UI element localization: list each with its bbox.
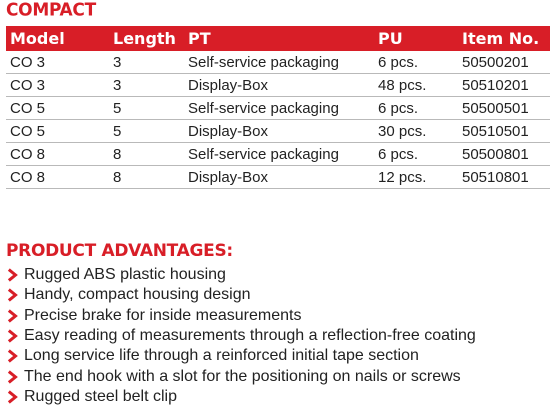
advantage-text: Easy reading of measurements through a reflection-free coating bbox=[24, 327, 476, 345]
chevron-right-icon bbox=[6, 288, 20, 302]
list-item bbox=[6, 285, 476, 305]
cell-pu: 6 pcs. bbox=[374, 51, 458, 74]
list-item bbox=[6, 346, 476, 366]
advantages-list bbox=[6, 265, 476, 407]
chevron-right-icon bbox=[6, 268, 20, 282]
cell-length: 8 bbox=[109, 143, 184, 166]
list-item bbox=[6, 387, 476, 407]
cell-pu: 6 pcs. bbox=[374, 97, 458, 120]
chevron-right-icon bbox=[6, 370, 20, 384]
cell-pu: 12 pcs. bbox=[374, 166, 458, 189]
cell-model: CO 3 bbox=[6, 74, 109, 97]
list-item bbox=[6, 366, 476, 386]
cell-model: CO 5 bbox=[6, 120, 109, 143]
cell-pt: Self-service packaging bbox=[184, 97, 374, 120]
column-header-length: Length bbox=[113, 29, 176, 48]
product-table bbox=[6, 26, 550, 189]
advantage-text: Handy, compact housing design bbox=[24, 286, 251, 304]
column-header-item-no: Item No. bbox=[462, 29, 540, 48]
cell-model: CO 8 bbox=[6, 143, 109, 166]
table-header-row bbox=[6, 26, 550, 51]
cell-item-no: 50510801 bbox=[458, 166, 550, 189]
cell-pt: Display-Box bbox=[184, 74, 374, 97]
advantage-text: Long service life through a reinforced initial tape section bbox=[24, 347, 419, 365]
table-row bbox=[6, 143, 550, 166]
chevron-right-icon bbox=[6, 390, 20, 404]
cell-pt: Self-service packaging bbox=[184, 51, 374, 74]
cell-length: 5 bbox=[109, 97, 184, 120]
cell-length: 5 bbox=[109, 120, 184, 143]
cell-pt: Display-Box bbox=[184, 120, 374, 143]
cell-length: 8 bbox=[109, 166, 184, 189]
cell-item-no: 50500501 bbox=[458, 97, 550, 120]
advantage-text: The end hook with a slot for the positioning on nails or screws bbox=[24, 367, 461, 385]
advantage-text: Precise brake for inside measurements bbox=[24, 306, 302, 324]
column-header-pu: PU bbox=[378, 29, 403, 48]
column-header-model: Model bbox=[10, 29, 65, 48]
table-row bbox=[6, 166, 550, 189]
chevron-right-icon bbox=[6, 329, 20, 343]
section-title-compact: COMPACT bbox=[6, 0, 96, 21]
list-item bbox=[6, 326, 476, 346]
cell-item-no: 50510201 bbox=[458, 74, 550, 97]
cell-pu: 30 pcs. bbox=[374, 120, 458, 143]
cell-pt: Display-Box bbox=[184, 166, 374, 189]
advantage-text: Rugged ABS plastic housing bbox=[24, 266, 226, 284]
table-row bbox=[6, 51, 550, 74]
cell-item-no: 50500201 bbox=[458, 51, 550, 74]
cell-length: 3 bbox=[109, 74, 184, 97]
cell-pu: 6 pcs. bbox=[374, 143, 458, 166]
cell-model: CO 5 bbox=[6, 97, 109, 120]
list-item bbox=[6, 306, 476, 326]
section-title-advantages: PRODUCT ADVANTAGES: bbox=[6, 241, 233, 261]
advantage-text: Rugged steel belt clip bbox=[24, 387, 177, 405]
cell-length: 3 bbox=[109, 51, 184, 74]
cell-pt: Self-service packaging bbox=[184, 143, 374, 166]
cell-model: CO 3 bbox=[6, 51, 109, 74]
cell-model: CO 8 bbox=[6, 166, 109, 189]
table-row bbox=[6, 120, 550, 143]
cell-item-no: 50500801 bbox=[458, 143, 550, 166]
cell-pu: 48 pcs. bbox=[374, 74, 458, 97]
chevron-right-icon bbox=[6, 309, 20, 323]
cell-item-no: 50510501 bbox=[458, 120, 550, 143]
table-row bbox=[6, 74, 550, 97]
chevron-right-icon bbox=[6, 349, 20, 363]
list-item bbox=[6, 265, 476, 285]
table-row bbox=[6, 97, 550, 120]
column-header-pt: PT bbox=[188, 29, 211, 48]
